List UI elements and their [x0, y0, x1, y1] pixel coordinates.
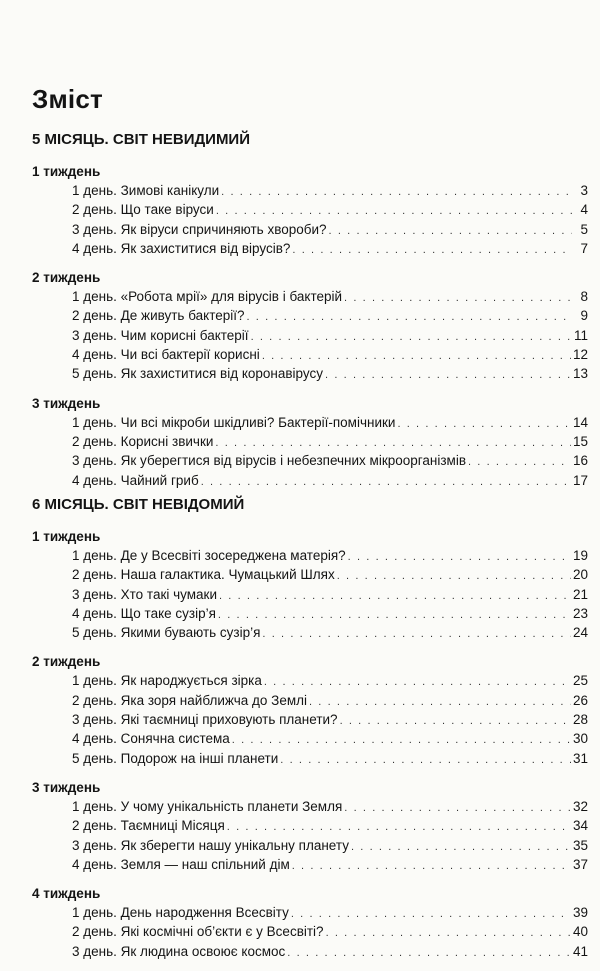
- toc-entry: [32, 364, 588, 383]
- dot-leader: [340, 712, 571, 731]
- entry-title: 3 день. Як людина освоює космос: [72, 943, 286, 959]
- dot-leader: [325, 366, 571, 385]
- entry-page-number: 37: [572, 856, 588, 872]
- dot-leader: [337, 567, 571, 586]
- entry-title: 5 день. Якими бувають сузір’я: [72, 625, 261, 641]
- entry-title: 1 день. День народження Всесвіту: [72, 905, 289, 921]
- dot-leader: [292, 857, 571, 876]
- dot-leader: [326, 924, 571, 943]
- dot-leader: [329, 222, 572, 241]
- toc-entry: [32, 451, 588, 470]
- toc-entry: [32, 345, 588, 364]
- week-block: [32, 652, 588, 767]
- week-block: [32, 268, 588, 383]
- entry-page-number: 11: [573, 327, 588, 343]
- entry-page-number: 16: [572, 453, 588, 469]
- toc-entry: [32, 413, 588, 432]
- week-title: 2 тиждень: [32, 654, 101, 670]
- dot-leader: [351, 838, 571, 857]
- entry-title: 2 день. Де живуть бактерії?: [72, 308, 245, 324]
- toc-entry: [32, 287, 588, 306]
- entry-title: 2 день. Що таке віруси: [72, 202, 214, 218]
- entry-title: 2 день. Таємниці Місяця: [72, 818, 225, 834]
- dot-leader: [247, 308, 573, 327]
- week-block: [32, 527, 588, 642]
- toc-entry: [32, 239, 588, 258]
- entry-title: 1 день. Зимові канікули: [72, 183, 220, 198]
- week-title: 3 тиждень: [32, 779, 101, 795]
- section-title: 5 МІСЯЦЬ. СВІТ НЕВИДИМИЙ: [32, 131, 250, 148]
- entry-page-number: 14: [572, 414, 588, 430]
- section-month-5: [32, 130, 588, 500]
- entry-title: 2 день. Наша галактика. Чумацький Шлях: [72, 567, 335, 583]
- week-title: 1 тиждень: [32, 529, 101, 544]
- entry-title: 1 день. Чи всі мікроби шкідливі? Бактерії-помічники: [72, 414, 396, 430]
- entry-page-number: 5: [580, 221, 588, 237]
- entry-title: 4 день. Чи всі бактерії корисні: [72, 347, 260, 363]
- entry-page-number: 24: [572, 625, 588, 641]
- entry-title: 4 день. Земля — наш спільний дім: [72, 856, 290, 872]
- entry-title: 4 день. Як захиститися від вірусів?: [72, 240, 291, 256]
- dot-leader: [280, 751, 571, 770]
- entry-title: 3 день. Які таємниці приховують планети?: [72, 712, 338, 728]
- toc-entry: [32, 671, 588, 690]
- week-block: [32, 778, 588, 874]
- entry-page-number: 12: [572, 347, 588, 363]
- entry-page-number: 23: [572, 605, 588, 621]
- week-block: [32, 884, 588, 961]
- toc-entry: [32, 306, 588, 325]
- section-month-6: [32, 495, 588, 971]
- toc-entry: [32, 691, 588, 710]
- entry-page-number: 28: [572, 712, 588, 728]
- entry-title: 1 день. У чому унікальність планети Земля: [72, 798, 343, 814]
- dot-leader: [251, 328, 572, 347]
- entry-title: 4 день. Що таке сузір’я: [72, 605, 216, 621]
- dot-leader: [218, 606, 571, 625]
- entry-page-number: 19: [572, 548, 588, 563]
- entry-page-number: 9: [580, 308, 588, 324]
- entry-page-number: 4: [580, 202, 588, 218]
- toc-entry: [32, 565, 588, 584]
- toc-entry: [32, 200, 588, 219]
- entry-page-number: 41: [572, 943, 588, 959]
- dot-leader: [219, 587, 571, 606]
- week-block: [32, 162, 588, 258]
- entry-title: 1 день. «Робота мрії» для вірусів і бактерій: [72, 289, 343, 305]
- entry-title: 2 день. Яка зоря найближча до Землі: [72, 692, 307, 708]
- toc-entry: [32, 604, 588, 623]
- entry-title: 5 день. Як захиститися від коронавірусу: [72, 366, 324, 382]
- toc-entry: [32, 220, 588, 239]
- week-title: 1 тиждень: [32, 164, 101, 179]
- dot-leader: [287, 944, 571, 963]
- toc-entry: [32, 326, 588, 345]
- entry-title: 5 день. Подорож на інші планети: [72, 750, 279, 766]
- entry-title: 3 день. Як зберегти нашу унікальну планету: [72, 837, 349, 853]
- dot-leader: [292, 241, 572, 260]
- dot-leader: [397, 415, 571, 434]
- entry-page-number: 17: [572, 472, 588, 488]
- entry-title: 3 день. Хто такі чумаки: [72, 586, 217, 602]
- entry-title: 3 день. Чим корисні бактерії: [72, 327, 249, 343]
- entry-title: 1 день. Де у Всесвіті зосереджена матерія?: [72, 548, 346, 563]
- toc-entry: [32, 903, 588, 922]
- toc-entry: [32, 729, 588, 748]
- entry-page-number: 40: [572, 924, 588, 940]
- entry-page-number: 25: [572, 673, 588, 689]
- page-title: Зміст: [32, 84, 103, 114]
- dot-leader: [201, 473, 571, 492]
- entry-title: 2 день. Корисні звички: [72, 433, 214, 449]
- dot-leader: [291, 905, 571, 924]
- entry-page-number: 26: [572, 692, 588, 708]
- week-title: 3 тиждень: [32, 395, 101, 411]
- dot-leader: [348, 548, 571, 567]
- entry-page-number: 15: [572, 433, 588, 449]
- week-title: 2 тиждень: [32, 270, 101, 286]
- entry-page-number: 3: [580, 183, 588, 198]
- toc-entry: [32, 855, 588, 874]
- dot-leader: [309, 693, 571, 712]
- entry-page-number: 20: [572, 567, 588, 583]
- toc-entry: [32, 585, 588, 604]
- entry-page-number: 13: [572, 366, 588, 382]
- dot-leader: [221, 183, 572, 202]
- toc-entry: [32, 181, 588, 200]
- entry-title: 4 день. Сонячна система: [72, 731, 230, 747]
- toc-entry: [32, 546, 588, 565]
- entry-page-number: 30: [572, 731, 588, 747]
- entry-page-number: 34: [572, 818, 588, 834]
- entry-title: 1 день. Як народжується зірка: [72, 673, 262, 689]
- toc-entry: [32, 816, 588, 835]
- entry-page-number: 35: [572, 837, 588, 853]
- entry-page-number: 31: [572, 750, 588, 766]
- dot-leader: [344, 289, 572, 308]
- entry-page-number: 21: [572, 586, 588, 602]
- entry-page-number: 32: [572, 798, 588, 814]
- entry-page-number: 8: [580, 289, 588, 305]
- dot-leader: [468, 453, 571, 472]
- toc-entry: [32, 471, 588, 490]
- entry-title: 3 день. Як віруси спричиняють хвороби?: [72, 221, 327, 237]
- toc-entry: [32, 942, 588, 961]
- toc-entry: [32, 922, 588, 941]
- week-title: 4 тиждень: [32, 886, 101, 902]
- dot-leader: [344, 799, 571, 818]
- entry-page-number: 39: [572, 905, 588, 921]
- entry-title: 4 день. Чайний гриб: [72, 472, 199, 488]
- toc-entry: [32, 432, 588, 451]
- toc-entry: [32, 749, 588, 768]
- dot-leader: [262, 625, 571, 644]
- dot-leader: [264, 673, 571, 692]
- toc-entry: [32, 797, 588, 816]
- entry-title: 3 день. Як уберегтися від вірусів і небезпечних мікроорганізмів: [72, 453, 466, 469]
- entry-title: 2 день. Які космічні об’єкти є у Всесвіті?: [72, 924, 324, 940]
- toc-entry: [32, 710, 588, 729]
- toc-entry: [32, 836, 588, 855]
- week-block: [32, 394, 588, 490]
- dot-leader: [232, 731, 571, 750]
- toc-entry: [32, 623, 588, 642]
- section-title: 6 МІСЯЦЬ. СВІТ НЕВІДОМИЙ: [32, 496, 245, 513]
- entry-page-number: 7: [580, 240, 588, 256]
